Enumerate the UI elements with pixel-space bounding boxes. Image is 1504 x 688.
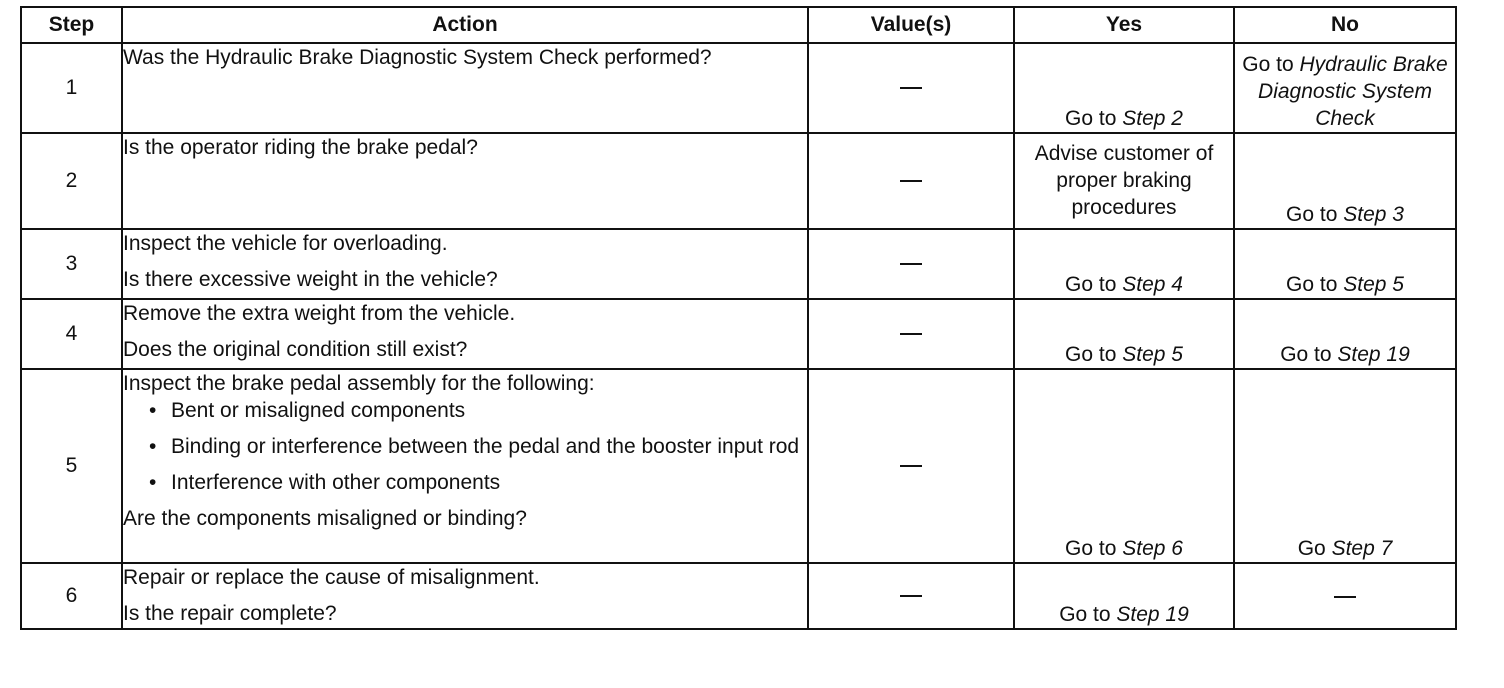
header-values: Value(s): [808, 7, 1014, 43]
action-text: Inspect the brake pedal assembly for the following:: [123, 372, 595, 395]
step-number: 3: [21, 229, 122, 299]
yes-step-link[interactable]: Step 6: [1122, 537, 1183, 560]
yes-cell: [1014, 563, 1234, 629]
values-dash: [900, 87, 922, 89]
header-no: No: [1234, 7, 1456, 43]
values-dash: [900, 333, 922, 335]
no-prefix: Go to: [1280, 343, 1338, 366]
step-number: 6: [21, 563, 122, 629]
no-cell: [1234, 563, 1456, 629]
values-dash: [900, 465, 922, 467]
no-step-link[interactable]: Step 5: [1343, 273, 1404, 296]
no-cell: [1234, 229, 1456, 299]
action-question: Is the repair complete?: [123, 602, 337, 625]
no-cell: [1234, 133, 1456, 229]
action-cell: [122, 299, 808, 369]
table-row: [21, 133, 1456, 229]
header-action: Action: [122, 7, 808, 43]
values-dash: [900, 263, 922, 265]
no-cell: [1234, 369, 1456, 563]
action-text: Was the Hydraulic Brake Diagnostic System Check performed?: [123, 46, 712, 69]
table-row: [21, 563, 1456, 629]
no-cell: [1234, 299, 1456, 369]
values-dash: [900, 595, 922, 597]
yes-prefix: Go to: [1059, 603, 1117, 626]
table-row: [21, 299, 1456, 369]
header-yes: Yes: [1014, 7, 1234, 43]
yes-cell: [1014, 229, 1234, 299]
values-cell: [808, 133, 1014, 229]
yes-prefix: Go to: [1065, 107, 1123, 130]
list-item: • Bent or misaligned components: [123, 397, 807, 424]
bullet-list: [123, 397, 807, 496]
yes-cell: [1014, 369, 1234, 563]
action-cell: [122, 563, 808, 629]
diagnostic-table: [20, 6, 1457, 630]
values-dash: [900, 180, 922, 182]
no-prefix: Go to: [1242, 53, 1300, 76]
no-prefix: Go: [1297, 537, 1332, 560]
table-row: [21, 43, 1456, 133]
action-text: Remove the extra weight from the vehicle.: [123, 302, 516, 325]
action-question: Are the components misaligned or binding?: [123, 507, 527, 530]
action-cell: [122, 229, 808, 299]
yes-prefix: Go to: [1065, 537, 1123, 560]
header-row: [21, 7, 1456, 43]
action-cell: [122, 43, 808, 133]
yes-step-link[interactable]: Step 4: [1122, 273, 1183, 296]
yes-cell: [1014, 43, 1234, 133]
no-prefix: Go to: [1286, 273, 1344, 296]
yes-step-link[interactable]: Step 2: [1122, 107, 1183, 130]
no-step-link[interactable]: Step 3: [1343, 203, 1404, 226]
no-dash: [1334, 596, 1356, 598]
table-row: [21, 229, 1456, 299]
list-item: • Interference with other components: [123, 469, 807, 496]
action-cell: [122, 133, 808, 229]
no-step-link[interactable]: Step 19: [1337, 343, 1410, 366]
yes-step-link[interactable]: Step 5: [1122, 343, 1183, 366]
yes-prefix: Go to: [1065, 343, 1123, 366]
values-cell: [808, 369, 1014, 563]
action-text: Is the operator riding the brake pedal?: [123, 136, 478, 159]
action-cell: [122, 369, 808, 563]
list-item: • Binding or interference between the pedal and the booster input rod: [123, 433, 807, 460]
step-number: 4: [21, 299, 122, 369]
values-cell: [808, 299, 1014, 369]
action-question: Is there excessive weight in the vehicle?: [123, 268, 498, 291]
values-cell: [808, 229, 1014, 299]
yes-prefix: Go to: [1065, 273, 1123, 296]
no-step-link[interactable]: Step 7: [1331, 537, 1393, 560]
yes-text: Advise customer of proper braking procedures: [1034, 142, 1214, 219]
no-prefix: Go to: [1286, 203, 1344, 226]
header-step: Step: [21, 7, 122, 43]
step-number: 5: [21, 369, 122, 563]
step-number: 1: [21, 43, 122, 133]
yes-cell: [1014, 299, 1234, 369]
yes-step-link[interactable]: Step 19: [1116, 603, 1189, 626]
values-cell: [808, 43, 1014, 133]
table-row: [21, 369, 1456, 563]
yes-cell: [1014, 133, 1234, 229]
action-text: Inspect the vehicle for overloading.: [123, 232, 448, 255]
no-step-link[interactable]: Hydraulic Brake Diagnostic System Check: [1258, 53, 1448, 130]
action-text: Repair or replace the cause of misalignment.: [123, 566, 540, 589]
step-number: 2: [21, 133, 122, 229]
action-question: Does the original condition still exist?: [123, 338, 468, 361]
values-cell: [808, 563, 1014, 629]
no-cell: [1234, 43, 1456, 133]
